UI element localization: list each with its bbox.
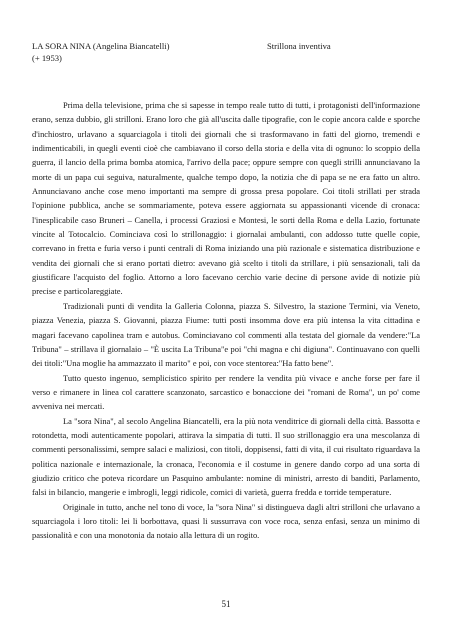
entry-dates: (+ 1953) bbox=[32, 53, 62, 63]
paragraph: Tutto questo ingenuo, semplicistico spirito per rendere la vendita più vivace e anche forse per fare il verso e rimanere in linea col carattere scanzonato, sarcastico e bonaccione dei "romani de Roma", un po' come avveniva nei mercati. bbox=[32, 372, 420, 412]
entry-header bbox=[32, 40, 424, 64]
paragraph: Prima della televisione, prima che si sapesse in tempo reale tutto di tutti, i protagonisti dell'informazione erano, senza dubbio, gli strilloni. Erano loro che già all'uscita dalle tipografie, con le copie ancora calde e sporche d'inchiostro, urlavano a squarciagola i titoli dei giornali che si trasformavano in fatti del giorno, tremendi e indimenticabili, in quegli eventi cioè che cambiavano il corso della storia e della vita di ognuno: lo scoppio della guerra, il lancio della prima bomba atomica, l'arrivo della pace; oppure sempre con quegli strilli annunciavano la morte di un papa cui seguiva, naturalmente, qualche tempo dopo, la notizia che di papa se ne era fatto un altro. Annunciavano anche cose meno importanti ma sempre di grossa presa popolare. Coi titoli strillati per strada l'opinione pubblica, anche se sommariamente, poteva essere aggiornata su appassionanti vicende di cronaca: l'inesplicabile caso Bruneri – Canella, i processi Graziosi e Montesi, le sorti della Roma e della Lazio, fortunate vincite al Totocalcio. Cominciava così lo strillonaggio: i giornalai ambulanti, con addosso tutte quelle copie, correvano in fretta e furia verso i punti centrali di Roma iniziando una più razionale e sistematica distribuzione e vendita dei giornali che si erano portati dietro: avevano già scelto i titoli da strillare, i più sensazionali, tali da giustificare l'acquisto del foglio. Attorno a loro facevano cerchio varie decine di persone avide di notizie più precise e particolareggiate. bbox=[32, 100, 420, 297]
entry-role: Strillona inventiva bbox=[267, 41, 331, 51]
entry-name: LA SORA NINA (Angelina Biancatelli) bbox=[32, 41, 170, 51]
paragraph: Originale in tutto, anche nel tono di voce, la "sora Nina" si distingueva dagli altri strilloni che urlavano a squarciagola i loro titoli: lei li borbottava, quasi li sussurrava con voce roca, senza enfasi, senza un minimo di passionalità e con una monotonia da notaio alla lettura di un rogito. bbox=[32, 501, 420, 541]
paragraph: La "sora Nina", al secolo Angelina Biancatelli, era la più nota venditrice di giornali della città. Bassotta e rotondetta, modi autenticamente popolari, attirava la simpatia di tutti. Il suo strillonaggio era una mescolanza di commenti personalissimi, sempre salaci e maliziosi, con titoli, doppisensi, fatti di vita, il cui risultato riguardava la politica nazionale e internazionale, la cronaca, l'economia e il costume in genere dando corpo ad una sorta di giudizio critico che poteva ricordare un Pasquino ambulante: nomine di ministri, arresto di banditi, Parlamento, falsi in bilancio, mangerie e imbrogli, leggi ridicole, comici di varietà, guerra fredda e torride temperature. bbox=[32, 415, 420, 498]
paragraph: Tradizionali punti di vendita la Galleria Colonna, piazza S. Silvestro, la stazione Termini, via Veneto, piazza Venezia, piazza S. Giovanni, piazza Fiume: tutti posti insomma dove era più intensa la vita cittadina e magari facevano capolinea tram e autobus. Cominciavano col commenti alla testata del giornale da vendere:"La Tribuna" – strillava il giornalaio – "È uscita La Tribuna"e poi "chi magna e chi digiuna". Continuavano con quelli dei titoli:"Una moglie ha ammazzato il marito" e poi, con voce stentorea:"Ha fatto bene". bbox=[32, 300, 420, 369]
header-row bbox=[32, 40, 424, 52]
body-text bbox=[32, 98, 420, 543]
page-number: 51 bbox=[221, 599, 231, 609]
